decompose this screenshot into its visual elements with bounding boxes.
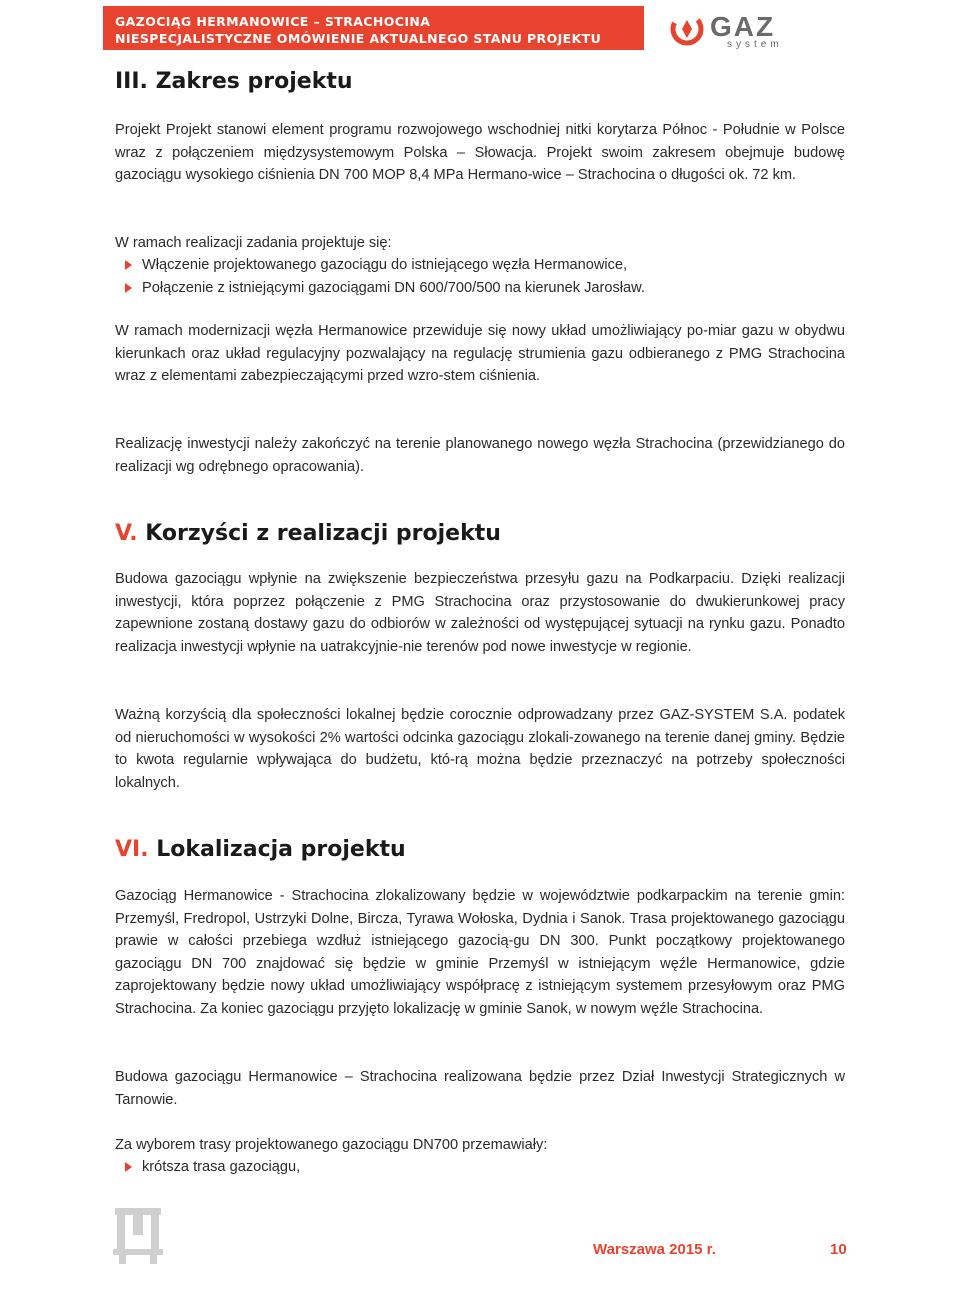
gaz-system-logo — [665, 8, 835, 50]
section-3-bullet-list — [125, 254, 645, 299]
section-6-bullet-list — [125, 1156, 300, 1179]
header-subtitle: NIESPECJALISTYCZNE OMÓWIENIE AKTUALNEGO STANU PROJEKTU — [115, 31, 602, 46]
list-item — [125, 1156, 300, 1179]
bullet-triangle-icon — [125, 283, 132, 293]
logo-subtext: system — [727, 39, 783, 50]
section-5-paragraph-1: Budowa gazociągu wpłynie na zwiększenie bezpieczeństwa przesyłu gazu na Podkarpaciu. Dzięki realizacji inwestycji, która poprzez połączenie z PMG Strachocina oraz przystosowanie do dwukierunkowej pracy zapewnione zostaną dostawy gazu do odbiorów w zależności od występującej sytuacji na rynku gazu. Ponadto realizacja inwestycji wpłynie na uatrakcyjnie-nie terenów pod nowe inwestycje w regionie. — [115, 571, 845, 655]
section-3-paragraph-4: Realizację inwestycji należy zakończyć na terenie planowanego nowego węzła Strachocina (przewidzianego do realizacji wg odrębnego opracowania). — [115, 436, 845, 475]
section-5-title — [115, 521, 501, 546]
page-number: 10 — [830, 1241, 847, 1258]
header-band — [103, 6, 644, 50]
list-item-text: Połączenie z istniejącymi gazociągami DN 600/700/500 na kierunek Jarosław. — [142, 279, 645, 296]
section-5-paragraph-2: Ważną korzyścią dla społeczności lokalnej będzie corocznie odprowadzany przez GAZ-SYSTEM S.A. podatek od nieruchomości w wysokości 2% wartości odcinka gazociągu zlokali-zowanego na terenie danej gminy. Będzie to kwota regularnie wpływająca do budżetu, któ-rą można będzie przeznaczyć na potrzeby społeczności lokalnych. — [115, 707, 845, 791]
list-item — [125, 277, 645, 300]
header-title: GAZOCIĄG HERMANOWICE – STRACHOCINA — [115, 14, 431, 29]
section-6-paragraph-2: Budowa gazociągu Hermanowice – Strachocina realizowana będzie przez Dział Inwestycji Strategicznych w Tarnowie. — [115, 1069, 845, 1108]
list-item — [125, 254, 645, 277]
section-6-title — [115, 837, 406, 862]
pipeline-valve-icon — [113, 1208, 163, 1264]
list-item-text: Włączenie projektowanego gazociągu do istniejącego węzła Hermanowice, — [142, 257, 628, 273]
section-5-title-text: Korzyści z realizacji projektu — [137, 521, 501, 546]
section-6-title-text: Lokalizacja projektu — [148, 837, 406, 862]
logo-text: GAZ — [710, 11, 776, 42]
section-5-number: V. — [115, 521, 138, 546]
section-6-number: VI. — [115, 837, 149, 862]
section-6-paragraph-1: Gazociąg Hermanowice - Strachocina zlokalizowany będzie w województwie podkarpackim na terenie gmin: Przemyśl, Fredropol, Ustrzyki Dolne, Bircza, Tyrawa Wołoska, Dydnia i Sanok. Trasa projektowanego gazociągu prawie w całości przebiega wzdłuż istniejącego gazocią-gu DN 300. Punkt początkowy projektowanego gazociągu DN 700 znajdować się będzie w gminie Przemyśl w istniejącym węźle Hermanowice, gdzie zaprojektowany będzie nowy układ umożliwiający współpracę z istniejącym systemem przesyłowym oraz PMG Strachocina. Za koniec gazociągu przyjęto lokalizację w gminie Sanok, w nowym węźle Strachocina. — [115, 888, 845, 1017]
bullet-triangle-icon — [125, 1162, 132, 1172]
section-3-title: III. Zakres projektu — [115, 69, 353, 94]
bullet-triangle-icon — [125, 260, 132, 270]
section-3-paragraph-2-intro: W ramach realizacji zadania projektuje się: — [115, 235, 392, 251]
section-3-paragraph-1: Projekt Projekt stanowi element programu rozwojowego wschodniej nitki korytarza Północ - Południe w Polsce wraz z połączeniem międzysystemowym Polska – Słowacja. Projekt swoim zakresem obejmuje budowę gazociągu wysokiego ciśnienia DN 700 MOP 8,4 MPa Hermano-wice – Strachocina o długości ok. 72 km. — [115, 122, 845, 184]
footer-city-date: Warszawa 2015 r. — [593, 1241, 716, 1258]
list-item-text: krótsza trasa gazociągu, — [142, 1159, 301, 1175]
section-6-paragraph-3: Za wyborem trasy projektowanego gazociągu DN700 przemawiały: — [115, 1137, 548, 1153]
section-3-paragraph-3: W ramach modernizacji węzła Hermanowice przewiduje się nowy układ umożliwiający po-miar gazu w obydwu kierunkach oraz układ regulacyjny pozwalający na regulację strumienia gazu odbieranego z PMG Strachocina wraz z elementami zabezpieczającymi przed wzro-stem ciśnienia. — [115, 323, 845, 385]
